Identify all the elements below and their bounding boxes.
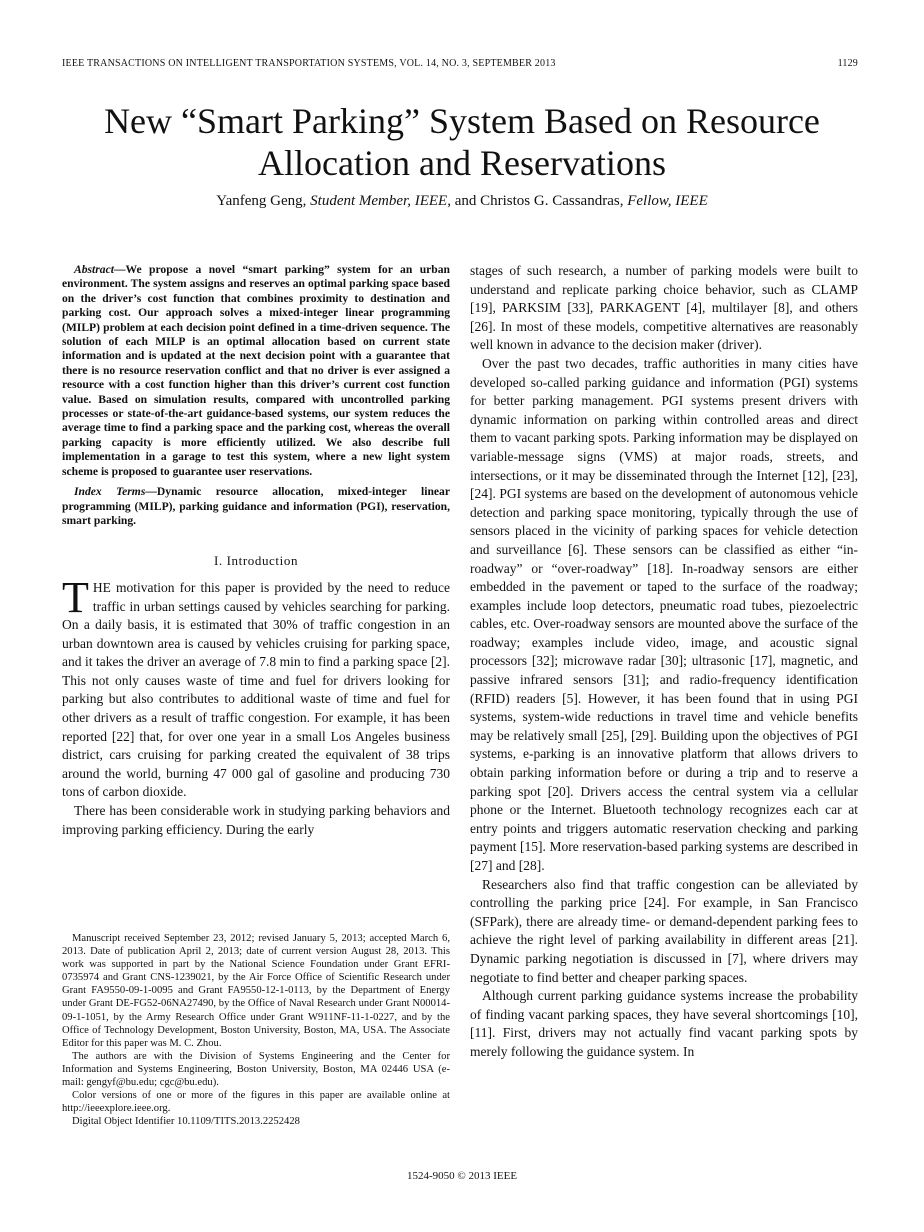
footnote-manuscript: Manuscript received September 23, 2012; revised January 5, 2013; accepted March 6, 2013. Date of publication April 2, 2013; date of current version August 28, 2013. This work was supported in part by the National Science Foundation under Grant EFRI-0735974 and Grant CNS-1239021, by the Air Force Office of Scientific Research under Grant FA9550-09-1-0095 and Grant FA9550-12-1-0113, by the Department of Energy under Grant DE-FG52-06NA27490, by the Office of Naval Research under Grant N00014-09-1-1051, by the Army Research Office under Grant W911NF-11-1-0227, and by the Office of Technology Development, Boston University, Boston, MA, USA. The Associate Editor for this paper was M. C. Zhou. <box>62 933 450 1049</box>
title-line-1: New “Smart Parking” System Based on Resource <box>104 101 820 141</box>
right-paragraph-4: Although current parking guidance systems increase the probability of finding vacant parking spaces, they have several shortcomings [10], [11]. First, drivers may not actually find vacant parking spots by merely following the guidance system. In <box>470 988 858 1059</box>
left-column <box>62 263 450 839</box>
section-heading: I. Introduction <box>213 553 299 569</box>
paper-title <box>40 100 884 184</box>
author-2-role: Fellow, IEEE <box>627 193 708 209</box>
abstract-text: We propose a novel “smart parking” system for an urban environment. The system assigns and reserves an optimal parking space based on the driver’s cost function that combines proximity to destination and parking cost. Our approach solves a mixed-integer linear programming (MILP) problem at each decision point defined in a time-driven sequence. The solution of each MILP is an optimal allocation based on current state information and is updated at the next decision point with a guarantee that there is no resource reservation conflict and that no driver is ever assigned a resource with a cost function higher than this driver’s current cost function value. Based on simulation results, compared with uncontrolled parking processes or state-of-the-art guidance-based systems, our system reduces the average time to find a parking space and the parking cost, whereas the overall parking capacity is more efficiently utilized. We also describe full implementation in a garage to test this system, where a new light system scheme is proposed to guarantee user reservations. <box>62 263 450 478</box>
author-conjunction: , and Christos G. Cassandras, <box>447 193 624 209</box>
footnote-doi: Digital Object Identifier 10.1109/TITS.2013.2252428 <box>72 1116 300 1128</box>
index-terms <box>62 485 450 528</box>
journal-name: IEEE TRANSACTIONS ON INTELLIGENT TRANSPORTATION SYSTEMS, VOL. 14, NO. 3, SEPTEMBER 2013 <box>62 58 556 69</box>
intro-paragraph-1-text: HE motivation for this paper is provided by the need to reduce traffic in urban settings caused by vehicles searching for parking. On a daily basis, it is estimated that 30% of traffic congestion in an urban downtown area is caused by vehicles cruising for parking space, and it takes the driver an average of 7.8 min to find a parking space [2]. This not only causes waste of time and fuel for drivers looking for parking but also contributes to additional waste of time and fuel for other drivers as a result of traffic congestion. For example, it has been reported [22] that, for over one year in a small Los Angeles business district, cars cruising for parking created the equivalent of 38 trips around the world, burning 47 000 gal of gasoline and producing 730 tons of carbon dioxide. <box>62 579 450 800</box>
abstract <box>62 263 450 479</box>
index-terms-lead: Index Terms— <box>74 485 157 499</box>
running-header <box>62 58 858 69</box>
intro-paragraph-2: There has been considerable work in studying parking behaviors and improving parking efficiency. During the early <box>62 803 450 837</box>
page-number: 1129 <box>837 58 858 69</box>
index-terms-text: Dynamic resource allocation, mixed-integer linear programming (MILP), parking guidance and information (PGI), reservation, smart parking. <box>62 485 450 527</box>
right-paragraph-3: Researchers also find that traffic congestion can be alleviated by controlling the parking price [24]. For example, in San Francisco (SFPark), there are already time- or demand-dependent parking fees to achieve the right level of parking availability in different areas [21]. Dynamic parking negotiation is discussed in [7], where drivers may negotiate to find better and cheaper parking spaces. <box>470 876 858 985</box>
author-1: Yanfeng Geng, <box>216 193 307 209</box>
page-footer: 1524-9050 © 2013 IEEE <box>406 1170 518 1182</box>
right-paragraph-2: Over the past two decades, traffic authorities in many cities have developed so-called parking guidance and information (PGI) systems for better parking management. PGI systems present drivers with dynamic information on parking within controlled areas and direct them to vacant parking spots. Parking information may be displayed on variable-message signs (VMS) at major roads, streets, and intersections, or it may be disseminated through the Internet [12], [23], [24]. PGI systems are based on the development of autonomous vehicle detection and parking space monitoring, typically through the use of sensors placed in the vicinity of parking spaces for vehicle detection and surveillance [6]. These sensors can be classified as either “in-roadway” or “over-roadway” [18]. In-roadway sensors are either embedded in the pavement or taped to the surface of the roadway; examples include loop detectors, pneumatic road tubes, piezoelectric cables, etc. Over-roadway sensors are mounted above the surface of the roadway; examples include video, image, and acoustic signal processors [32]; microwave radar [30]; ultrasonic [17], magnetic, and passive infrared sensors [31]; and radio-frequency identification (RFID) readers [5]. However, it has been found that in using PGI systems, system-wide reductions in travel time and vehicle benefits may be relatively small [25], [29]. Building upon the objectives of PGI systems, e-parking is an innovative platform that allows drivers to obtain parking information before or during a trip and to reserve a parking spot [20]. Drivers access the central system via a cellular phone or the Internet. Bluetooth technology recognizes each car at entry points and triggers automatic reservation checking and parking payment [15]. More reservation-based parking systems are described in [27] and [28]. <box>470 355 858 873</box>
drop-cap: T <box>62 572 89 622</box>
intro-paragraph-1 <box>62 572 450 802</box>
footnote-authors: The authors are with the Division of Systems Engineering and the Center for Information and Systems Engineering, Boston University, Boston, MA 02446 USA (e-mail: gengyf@bu.edu; cgc@bu.edu). <box>62 1050 450 1089</box>
footnote <box>62 932 450 1128</box>
right-column <box>470 262 858 1062</box>
author-line <box>40 193 884 210</box>
author-1-role: Student Member, IEEE <box>310 193 448 209</box>
right-paragraph-1: stages of such research, a number of parking models were built to understand and replicate parking choice behavior, such as CLAMP [19], PARKSIM [33], PARKAGENT [4], multilayer [8], and others [26]. In most of these models, competitive alternatives are reasonably well known in advance to the decision maker (driver). <box>470 263 858 353</box>
title-line-2: Allocation and Reservations <box>258 143 666 183</box>
abstract-lead: Abstract— <box>74 263 126 276</box>
footnote-color: Color versions of one or more of the figures in this paper are available online at http://ieeexplore.ieee.org. <box>62 1090 450 1115</box>
